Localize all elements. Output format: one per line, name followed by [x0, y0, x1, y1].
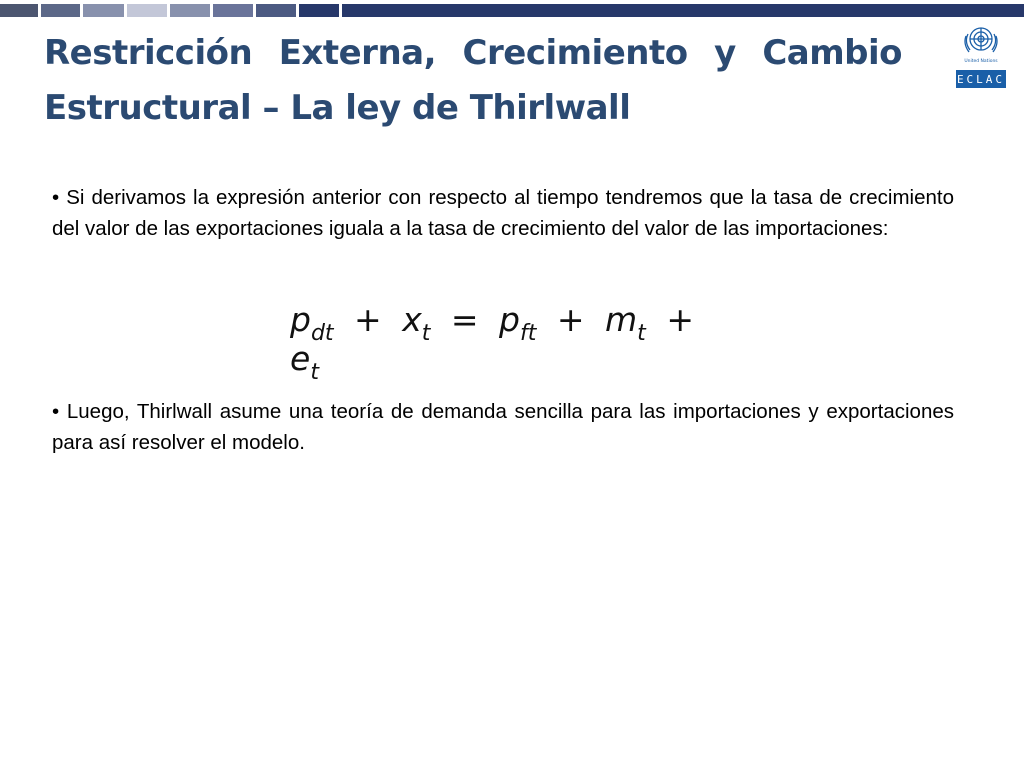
header-bar-segment: [342, 4, 1024, 17]
growth-equation: [290, 300, 730, 385]
equation-operator: +: [354, 300, 382, 339]
equation-sub-t: t: [637, 321, 646, 346]
equation-sub-t: t: [310, 360, 319, 385]
equation-sub-ft: ft: [519, 321, 537, 346]
bullet-paragraph-2: [52, 396, 954, 458]
equation-term-pdt: p: [290, 300, 311, 339]
header-bar-segment: [41, 4, 80, 17]
equation-operator: +: [666, 300, 694, 339]
equation-term-mt: m: [605, 300, 638, 339]
header-bar-segment: [127, 4, 167, 17]
bullet-paragraph-1: [52, 182, 954, 244]
un-eclac-logo: [954, 22, 1008, 92]
bullet-symbol: •: [52, 186, 60, 209]
equation-term-pft: p: [499, 300, 520, 339]
header-bar-segment: [0, 4, 38, 17]
slide-title: [44, 26, 902, 136]
header-bar-segment: [213, 4, 253, 17]
equation-sub-dt: dt: [310, 321, 334, 346]
header-color-bar: [0, 4, 1024, 17]
header-bar-segment: [299, 4, 339, 17]
slide-title-line-2: Estructural – La ley de Thirlwall: [44, 88, 631, 128]
header-bar-segment: [170, 4, 210, 17]
bullet-symbol: •: [52, 400, 60, 423]
bullet-text-1: Si derivamos la expresión anterior con respecto al tiempo tendremos que la tasa de crecimiento del valor de las exportaciones iguala a la tasa de crecimiento del valor de las importaciones:: [52, 186, 954, 240]
equation-term-xt: x: [402, 300, 422, 339]
un-emblem-icon: [965, 28, 997, 52]
un-label: United Nations: [964, 59, 998, 64]
bullet-text-2: Luego, Thirlwall asume una teoría de demanda sencilla para las importaciones y exportaciones para así resolver el modelo.: [52, 400, 954, 454]
equation-term-et: e: [290, 339, 311, 378]
slide-title-line-1: Restricción Externa, Crecimiento y Cambio: [44, 33, 902, 73]
equation-operator: +: [556, 300, 585, 339]
header-bar-segment: [256, 4, 296, 17]
eclac-label: ECLAC: [956, 73, 1006, 86]
equation-sub-t: t: [421, 321, 431, 346]
equation-operator: =: [450, 300, 479, 339]
header-bar-segment: [83, 4, 124, 17]
